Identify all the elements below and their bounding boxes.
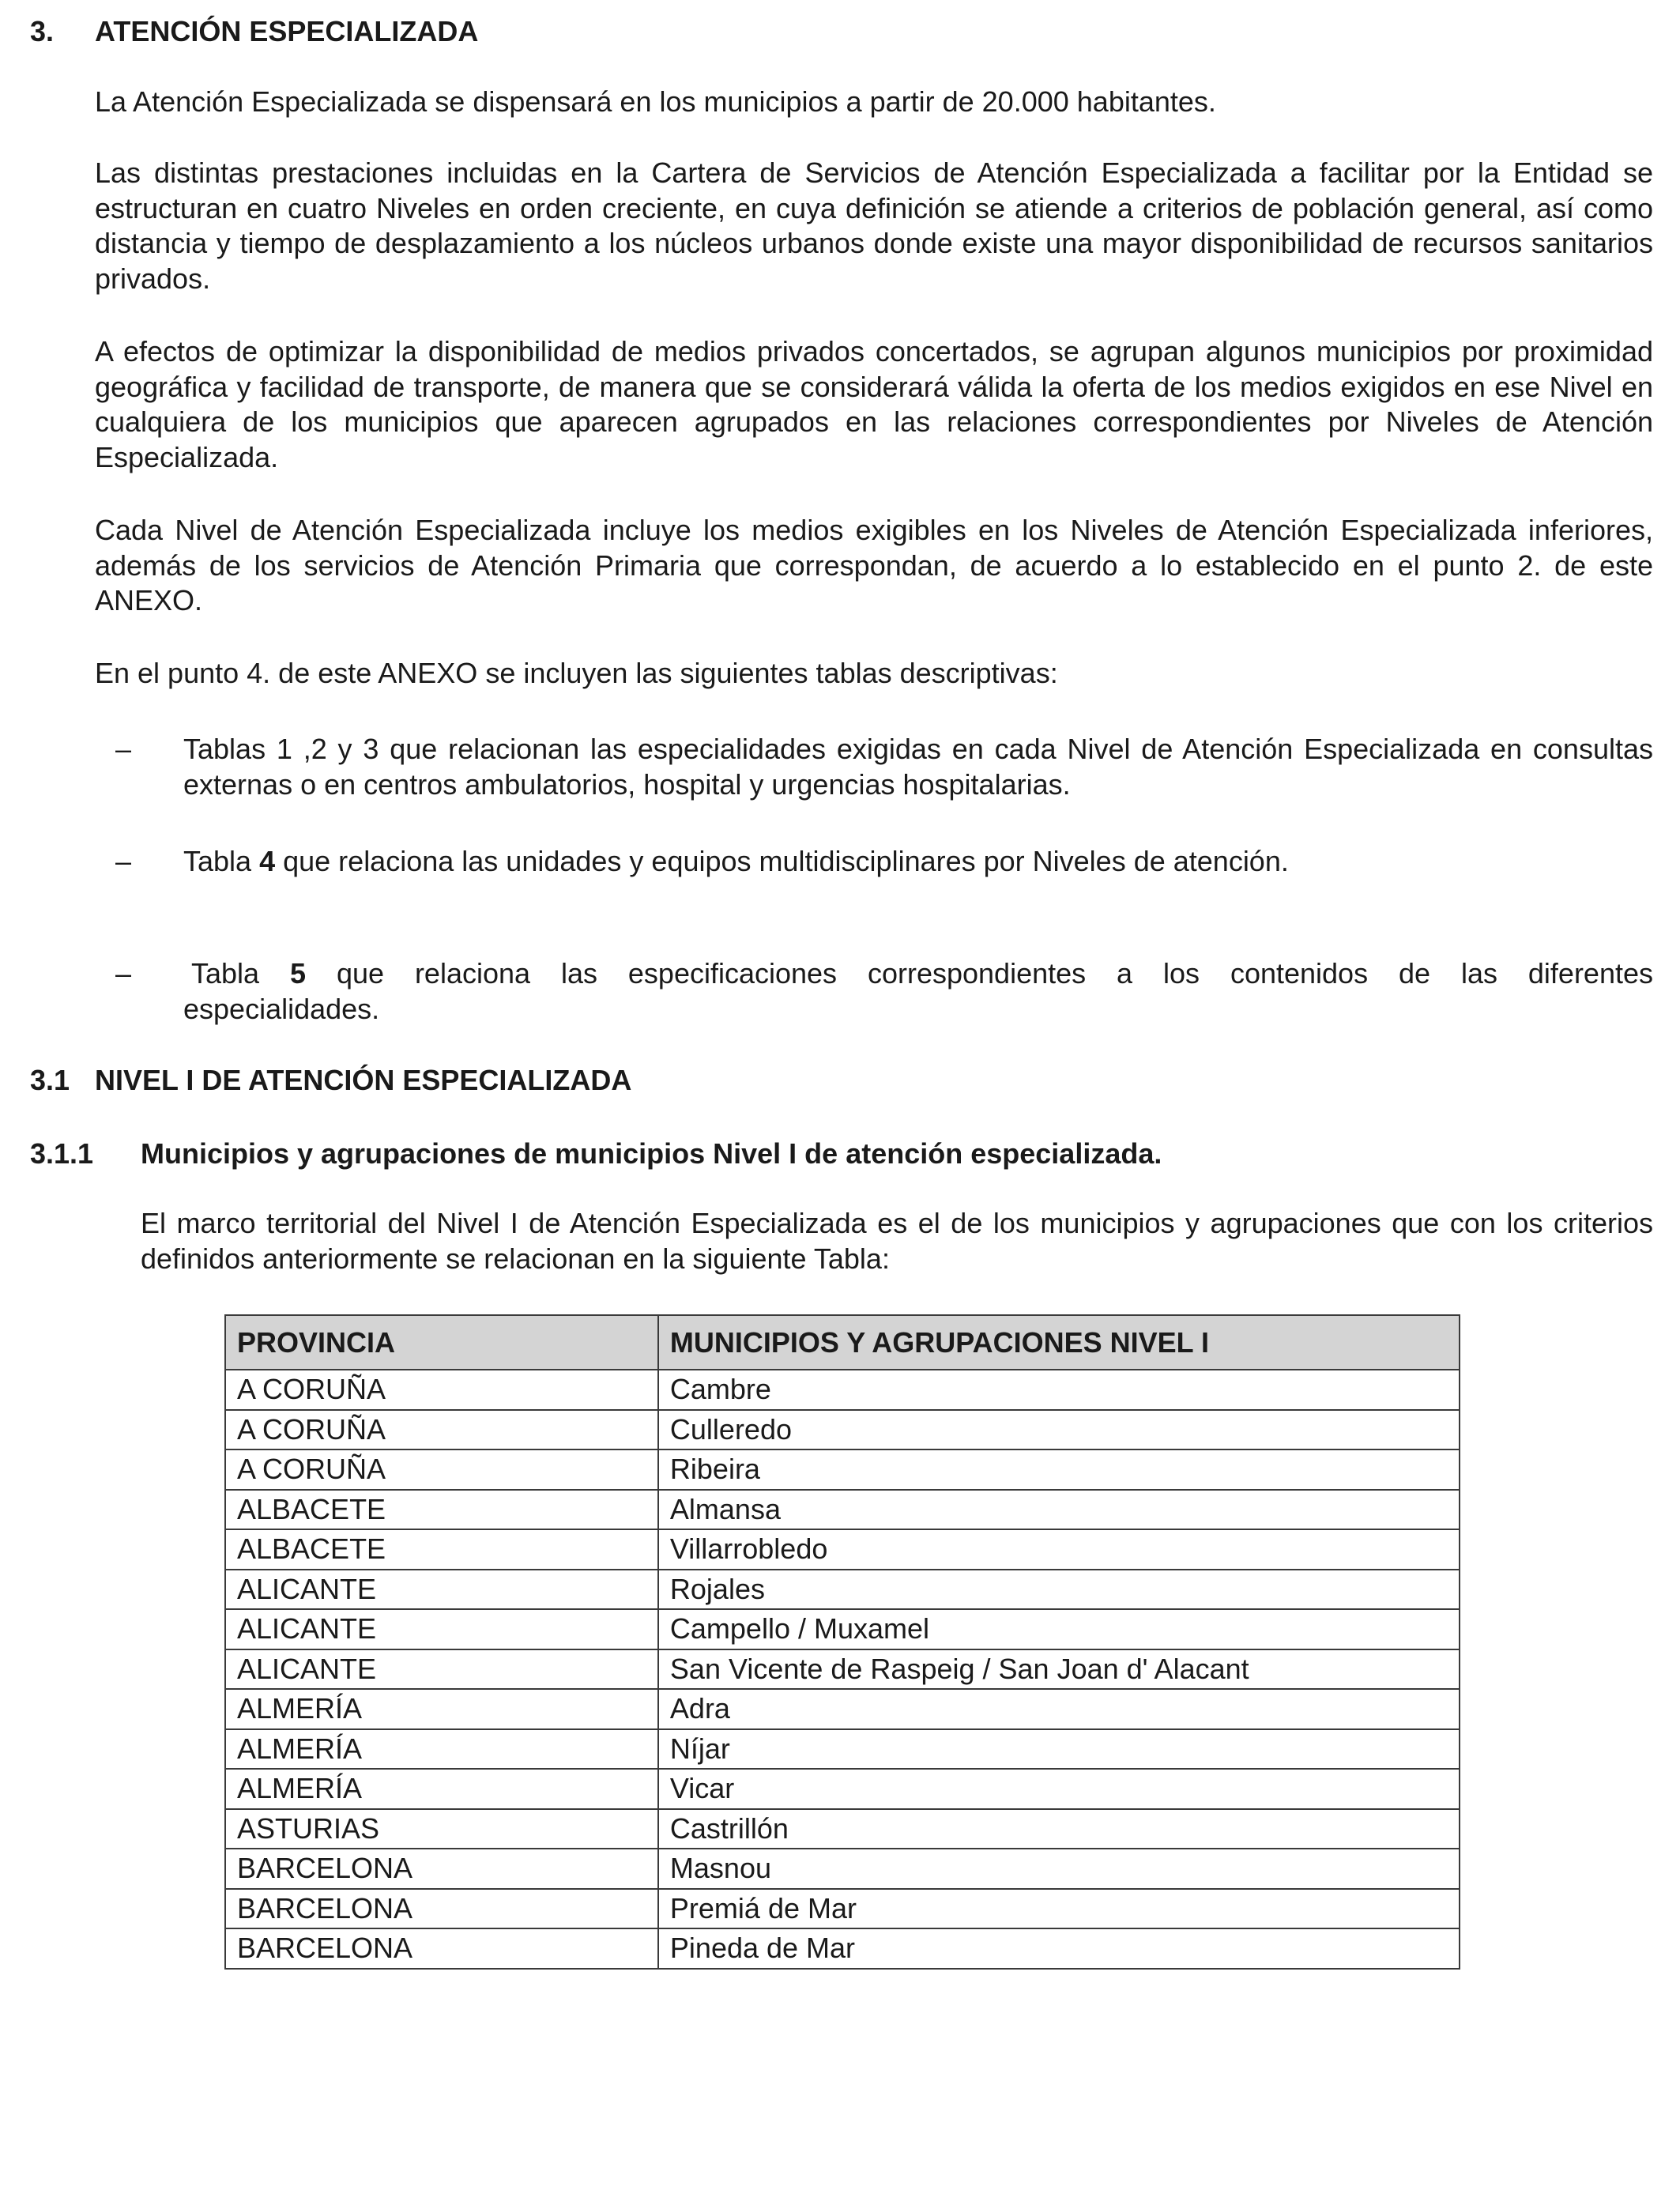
cell-provincia: ALICANTE <box>225 1649 658 1690</box>
cell-municipio: Masnou <box>658 1849 1460 1889</box>
cell-municipio: Vicar <box>658 1769 1460 1809</box>
table-row <box>225 1928 1460 1969</box>
cell-municipio: Almansa <box>658 1490 1460 1530</box>
cell-provincia: ALICANTE <box>225 1570 658 1610</box>
cell-municipio: Premiá de Mar <box>658 1889 1460 1929</box>
cell-municipio: Castrillón <box>658 1809 1460 1849</box>
paragraph-1 <box>95 85 1653 120</box>
paragraph-4 <box>95 513 1653 619</box>
bullet-2-table-number: 4 <box>259 845 276 877</box>
table-row <box>225 1729 1460 1770</box>
cell-provincia: ALICANTE <box>225 1609 658 1649</box>
header-municipios: MUNICIPIOS Y AGRUPACIONES NIVEL I <box>658 1315 1460 1370</box>
table-header-row <box>225 1315 1460 1370</box>
paragraph-3-1-1 <box>141 1206 1653 1276</box>
table-row <box>225 1889 1460 1929</box>
bullet-3-text-end: que relaciona las especificaciones correspondientes a los contenidos de las diferentes especialidades. <box>183 957 1654 1025</box>
cell-municipio: Campello / Muxamel <box>658 1609 1460 1649</box>
cell-municipio: Adra <box>658 1689 1460 1729</box>
cell-municipio: Rojales <box>658 1570 1460 1610</box>
table-row <box>225 1570 1460 1610</box>
table-row <box>225 1649 1460 1690</box>
table-body <box>225 1370 1460 1969</box>
cell-provincia: ALBACETE <box>225 1490 658 1530</box>
cell-municipio: Culleredo <box>658 1410 1460 1450</box>
bullet-item-3 <box>183 956 1653 1027</box>
cell-provincia: ALMERÍA <box>225 1729 658 1770</box>
table-row <box>225 1809 1460 1849</box>
paragraph-1-text: La Atención Especializada se dispensará en los municipios a partir de 20.000 habitantes. <box>95 85 1216 118</box>
cell-provincia: BARCELONA <box>225 1928 658 1969</box>
bullet-dash-1: – <box>115 733 132 765</box>
table-row <box>225 1449 1460 1490</box>
paragraph-5 <box>95 656 1653 692</box>
section-3-1-1-number: 3.1.1 <box>30 1137 94 1170</box>
table-row <box>225 1609 1460 1649</box>
table-row <box>225 1529 1460 1570</box>
cell-provincia: ALMERÍA <box>225 1689 658 1729</box>
bullet-3-text-start: Tabla <box>191 957 290 990</box>
bullet-item-2 <box>183 844 1653 880</box>
paragraph-2-text: Las distintas prestaciones incluidas en la Cartera de Servicios de Atención Especializada a facilitar por la Entidad se estructuran en cuatro Niveles en orden creciente, en cuya definición se atiende a criterios de población general, así como distancia y tiempo de desplazamiento a los núcleos urbanos donde existe una mayor disponibilidad de recursos sanitarios privados. <box>95 156 1653 295</box>
cell-municipio: Cambre <box>658 1370 1460 1410</box>
paragraph-3-1-1-text: El marco territorial del Nivel I de Atención Especializada es el de los municipios y agrupaciones que con los criterios definidos anteriormente se relacionan en la siguiente Tabla: <box>141 1207 1653 1275</box>
section-3-number: 3. <box>30 15 55 47</box>
section-3-1-1-title: Municipios y agrupaciones de municipios Nivel I de atención especializada. <box>141 1137 1162 1170</box>
bullet-2-text-end: que relaciona las unidades y equipos multidisciplinares por Niveles de atención. <box>275 845 1289 877</box>
paragraph-2 <box>95 156 1653 296</box>
cell-provincia: BARCELONA <box>225 1889 658 1929</box>
section-3-1-number: 3.1 <box>30 1064 70 1096</box>
cell-provincia: ALMERÍA <box>225 1769 658 1809</box>
cell-provincia: ALBACETE <box>225 1529 658 1570</box>
cell-provincia: A CORUÑA <box>225 1410 658 1450</box>
cell-municipio: Ribeira <box>658 1449 1460 1490</box>
cell-provincia: ASTURIAS <box>225 1809 658 1849</box>
cell-provincia: A CORUÑA <box>225 1370 658 1410</box>
paragraph-3-text: A efectos de optimizar la disponibilidad de medios privados concertados, se agrupan algunos municipios por proximidad geográfica y facilidad de transporte, de manera que se considerará válida la oferta de los medios exigidos en ese Nivel en cualquiera de los municipios que aparecen agrupados en las relaciones correspondientes por Niveles de Atención Especializada. <box>95 335 1653 473</box>
cell-provincia: BARCELONA <box>225 1849 658 1889</box>
bullet-dash-3: – <box>115 957 132 990</box>
cell-municipio: Pineda de Mar <box>658 1928 1460 1969</box>
paragraph-3 <box>95 334 1653 475</box>
cell-provincia: A CORUÑA <box>225 1449 658 1490</box>
bullet-1-text: Tablas 1 ,2 y 3 que relacionan las especialidades exigidas en cada Nivel de Atención Especializada en consultas externas o en centros ambulatorios, hospital y urgencias hospitalarias. <box>183 733 1653 801</box>
section-3-1-title: NIVEL I DE ATENCIÓN ESPECIALIZADA <box>95 1064 632 1096</box>
municipios-nivel-i-table <box>224 1314 1460 1970</box>
cell-municipio: Villarrobledo <box>658 1529 1460 1570</box>
paragraph-5-text: En el punto 4. de este ANEXO se incluyen las siguientes tablas descriptivas: <box>95 657 1058 689</box>
paragraph-4-text: Cada Nivel de Atención Especializada incluye los medios exigibles en los Niveles de Atención Especializada inferiores, además de los servicios de Atención Primaria que correspondan, de acuerdo a lo establecido en el punto 2. de este ANEXO. <box>95 514 1653 616</box>
table-row <box>225 1849 1460 1889</box>
bullet-item-1 <box>183 732 1653 802</box>
table-row <box>225 1689 1460 1729</box>
section-3-title: ATENCIÓN ESPECIALIZADA <box>95 15 479 47</box>
table-row <box>225 1769 1460 1809</box>
cell-municipio: San Vicente de Raspeig / San Joan d' Alacant <box>658 1649 1460 1690</box>
cell-municipio: Níjar <box>658 1729 1460 1770</box>
bullet-2-text-start: Tabla <box>183 845 260 877</box>
table-row <box>225 1370 1460 1410</box>
table-row <box>225 1490 1460 1530</box>
bullet-dash-2: – <box>115 845 132 877</box>
table-row <box>225 1410 1460 1450</box>
header-provincia: PROVINCIA <box>225 1315 658 1370</box>
bullet-3-table-number: 5 <box>290 957 307 990</box>
